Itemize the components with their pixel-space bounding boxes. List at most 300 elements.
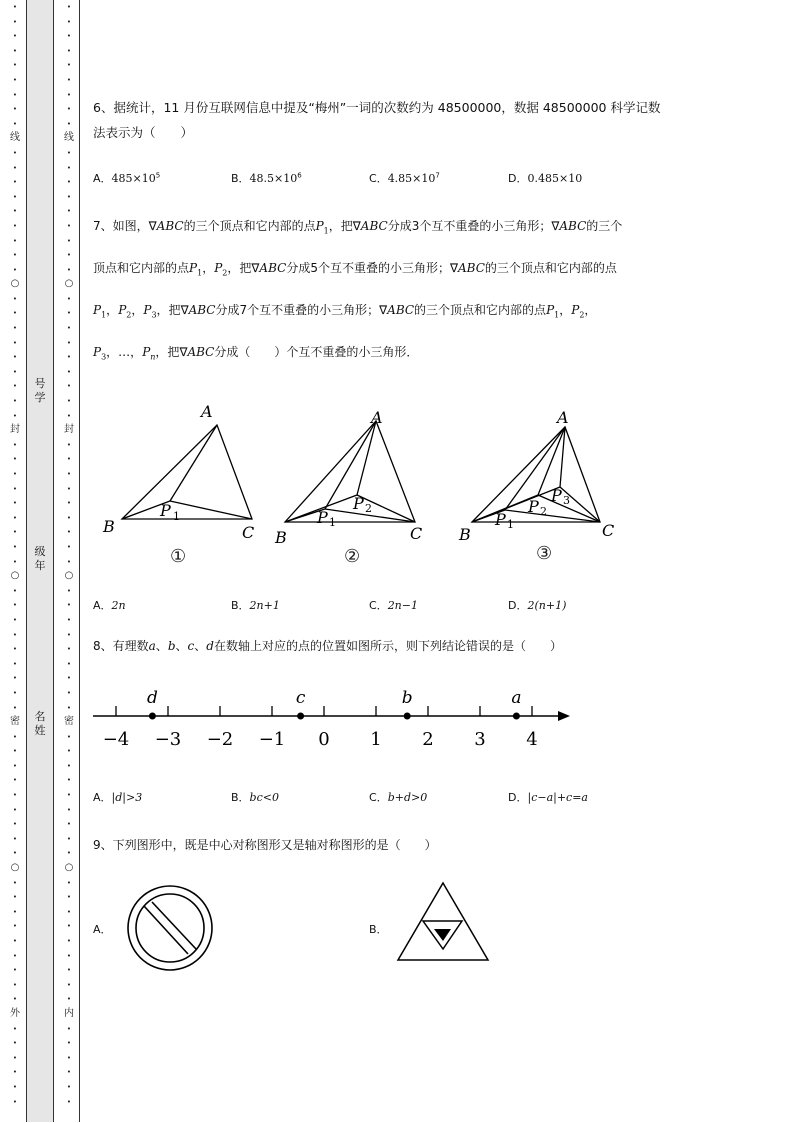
margin-mark: ○	[64, 278, 74, 290]
option-label: A．	[93, 172, 112, 185]
point-p: P	[93, 345, 102, 359]
point-p: P	[315, 219, 324, 233]
point-p: P	[189, 261, 198, 275]
margin-dot: •	[12, 922, 18, 931]
q7-line2: 顶点和它内部的点$P_1$，$P_2$，把∇ABC分成5个互不重叠的小三角形；∇ABC的三个顶点和它内部的点	[93, 261, 617, 278]
figure-caption: ②	[344, 546, 361, 567]
margin-dot: •	[66, 601, 72, 610]
margin-dot: •	[66, 937, 72, 945]
margin-dot: •	[66, 513, 72, 522]
option-label: D．	[508, 791, 528, 804]
point-subscript: 3	[563, 494, 570, 507]
margin-dot: •	[66, 893, 72, 902]
point-label: P	[495, 510, 506, 529]
margin-mark: 外	[10, 1007, 20, 1019]
margin-dot: •	[12, 820, 18, 829]
q6-option-a[interactable]	[93, 170, 160, 186]
margin-dot: •	[12, 3, 18, 11]
margin-dot: •	[12, 178, 18, 187]
margin-dot: •	[12, 645, 18, 654]
q8-option-b[interactable]	[231, 789, 279, 805]
margin-dot: •	[66, 995, 72, 1004]
margin-dot: •	[66, 542, 72, 551]
option-text: 48.5×10	[249, 172, 298, 185]
margin-dot: •	[66, 455, 72, 464]
inner-border-line	[79, 0, 80, 1122]
option-label: B．	[231, 791, 250, 804]
number-line-tick-label: 2	[422, 729, 434, 750]
triangle-symbol: ∇	[379, 303, 388, 317]
margin-mark: 封	[10, 424, 20, 436]
vertex-label: A	[201, 402, 213, 421]
margin-dot: •	[66, 411, 72, 420]
q7-text: 的三个顶点和它内部的点	[484, 261, 617, 275]
q7-text: ，把	[227, 261, 252, 275]
margin-dot: •	[66, 834, 72, 843]
margin-dot: •	[12, 221, 18, 230]
q6-line1: 6、据统计，11 月份互联网信息中提及“梅州”一词的次数约为 48500000，数据 48500000 科学记数	[93, 100, 661, 115]
triangle-name: ABC	[188, 303, 216, 317]
inner-dot-column	[64, 0, 74, 1109]
q7-text: ，把	[156, 303, 181, 317]
margin-dot: •	[12, 849, 18, 858]
q7-text: ，	[131, 303, 144, 317]
number-line-point-label: d	[146, 688, 158, 708]
margin-mark: ○	[10, 570, 20, 582]
margin-mark: 密	[10, 716, 20, 728]
margin-dot: •	[66, 46, 72, 55]
point-label: P	[353, 494, 364, 513]
margin-dot: •	[12, 32, 18, 41]
margin-dot: •	[12, 688, 18, 697]
q7-text: 的三个	[586, 219, 623, 233]
margin-dot: •	[12, 674, 18, 683]
margin-dot: •	[12, 324, 18, 333]
margin-dot: •	[66, 630, 72, 639]
vertex-label: C	[242, 523, 255, 542]
option-text: |d|>3	[111, 791, 143, 804]
margin-dot: •	[66, 192, 72, 201]
triangle-symbol: ∇	[148, 219, 157, 233]
margin-dot: •	[12, 61, 18, 70]
margin-dot: •	[12, 951, 18, 960]
student-number-label	[27, 377, 53, 405]
triangle-name: ABC	[156, 219, 184, 233]
point-p: P	[143, 303, 152, 317]
margin-dot: •	[12, 17, 18, 26]
option-exponent: 7	[435, 171, 440, 180]
triangle-figure-2	[285, 421, 415, 522]
point-p: P	[118, 303, 127, 317]
margin-dot: •	[12, 1024, 18, 1033]
margin-dot: •	[12, 630, 18, 639]
option-label: B．	[231, 172, 250, 185]
margin-dot: •	[12, 747, 18, 756]
margin-dot: •	[66, 440, 72, 449]
point-subscript: 1	[173, 510, 180, 523]
margin-dot: •	[12, 995, 18, 1004]
q6-option-c[interactable]	[369, 170, 440, 186]
option-text: b+d>0	[387, 791, 428, 804]
margin-dot: •	[12, 411, 18, 420]
margin-dot: •	[66, 586, 72, 595]
margin-dot: •	[12, 528, 18, 537]
vertex-label: B	[103, 517, 115, 536]
q9-option-b[interactable]	[369, 921, 388, 937]
option-text: |c−a|+c=a	[527, 791, 588, 804]
q9-option-a[interactable]	[93, 921, 112, 937]
name-label	[27, 710, 53, 738]
q7-text: ，…，	[106, 345, 143, 359]
margin-dot: •	[66, 922, 72, 931]
option-label: D．	[508, 599, 528, 612]
option-text: 2(n+1)	[527, 599, 567, 612]
separator: 、	[175, 639, 188, 653]
margin-dot: •	[12, 980, 18, 989]
triangle-name: ABC	[187, 345, 215, 359]
margin-dot: •	[66, 849, 72, 858]
margin-dot: •	[66, 820, 72, 829]
vertex-label: A	[557, 408, 569, 427]
margin-dot: •	[12, 455, 18, 464]
margin-dot: •	[12, 251, 18, 260]
grade-label	[27, 545, 53, 573]
margin-dot: •	[66, 907, 72, 916]
option-label: C．	[369, 172, 388, 185]
number-line-point	[404, 713, 411, 720]
margin-dot: •	[66, 163, 72, 172]
point-label: P	[551, 486, 562, 505]
margin-dot: •	[66, 3, 72, 11]
variable: a	[148, 639, 156, 653]
number-line-tick-label: −3	[154, 729, 182, 750]
margin-dot: •	[12, 557, 18, 566]
separator: 、	[194, 639, 207, 653]
q7-triangle-figures	[95, 395, 635, 575]
margin-dot: •	[66, 75, 72, 84]
margin-dot: •	[66, 1024, 72, 1033]
q7-text: ，	[559, 303, 572, 317]
q7-option-b[interactable]	[231, 597, 280, 613]
margin-dot: •	[66, 1082, 72, 1091]
margin-dot: •	[12, 499, 18, 508]
option-label: C．	[369, 791, 388, 804]
point-p: P	[93, 303, 102, 317]
q6-option-d[interactable]	[508, 170, 582, 186]
q8-text: 在数轴上对应的点的位置如图所示，则下列结论错误的是（ ）	[213, 639, 562, 653]
field-label-char: 级 年	[34, 545, 46, 572]
margin-mark: 封	[64, 424, 74, 436]
margin-dot: •	[12, 294, 18, 303]
margin-dot: •	[66, 878, 72, 887]
q8-text: 8、有理数	[93, 639, 149, 653]
option-label: A．	[93, 923, 112, 936]
point-subscript: 2	[540, 505, 547, 518]
option-label: A．	[93, 599, 112, 612]
margin-dot: •	[66, 615, 72, 624]
point-p: P	[571, 303, 580, 317]
option-label: C．	[369, 599, 388, 612]
triangle-name: ABC	[457, 261, 485, 275]
triangle-symbol: ∇	[352, 219, 361, 233]
margin-dot: •	[66, 688, 72, 697]
margin-dot: •	[12, 834, 18, 843]
margin-mark: ○	[10, 862, 20, 874]
margin-dot: •	[12, 309, 18, 318]
no-entry-sign-icon	[125, 884, 215, 972]
margin-dot: •	[12, 440, 18, 449]
triangle-name: ABC	[360, 219, 388, 233]
margin-dot: •	[66, 470, 72, 478]
option-label: A．	[93, 791, 112, 804]
vertex-label: C	[602, 521, 615, 540]
option-text: 485×10	[111, 172, 156, 185]
margin-dot: •	[12, 791, 18, 800]
triangle-name: ABC	[387, 303, 415, 317]
option-text: 4.85×10	[387, 172, 436, 185]
margin-dot: •	[66, 338, 72, 347]
outer-dot-column	[10, 0, 20, 1109]
q9-stem: 9、下列图形中，既是中心对称图形又是轴对称图形的是（ ）	[93, 838, 437, 852]
margin-dot: •	[66, 251, 72, 260]
number-line-tick-label: 3	[474, 729, 486, 750]
margin-dot: •	[12, 90, 18, 99]
q7-text: 分成7个互不重叠的小三角形；	[215, 303, 380, 317]
margin-dot: •	[66, 659, 72, 668]
margin-mark: 密	[64, 716, 74, 728]
option-text: bc<0	[249, 791, 279, 804]
triangle-symbol: ∇	[551, 219, 560, 233]
triangle-symbol: ∇	[179, 345, 188, 359]
q7-text: 7、如图，	[93, 219, 149, 233]
margin-dot: •	[66, 528, 72, 537]
q7-text: ，	[106, 303, 119, 317]
margin-dot: •	[12, 192, 18, 201]
q7-text: ，把	[155, 345, 180, 359]
option-text: 0.485×10	[527, 172, 583, 185]
margin-mark: 线	[10, 132, 20, 144]
margin-mark: ○	[64, 862, 74, 874]
vertex-label: A	[371, 408, 383, 427]
number-line	[88, 683, 578, 753]
margin-dot: •	[12, 732, 18, 741]
vertex-label: B	[275, 528, 287, 547]
figure-caption: ③	[536, 543, 553, 564]
margin-dot: •	[66, 1068, 72, 1077]
variable: b	[167, 639, 176, 653]
margin-dot: •	[12, 513, 18, 522]
triangle-name: ABC	[559, 219, 587, 233]
margin-dot: •	[66, 382, 72, 391]
margin-dot: •	[66, 236, 72, 245]
q7-text: ，	[584, 303, 597, 317]
field-label-char: 号 学	[34, 377, 46, 404]
margin-dot: •	[12, 367, 18, 376]
margin-dot: •	[12, 338, 18, 347]
q7-text: 分成（ ）个互不重叠的小三角形．	[214, 345, 419, 359]
margin-dot: •	[66, 1053, 72, 1062]
vertex-label: C	[410, 524, 423, 543]
number-line-tick-label: −4	[102, 729, 130, 750]
margin-dot: •	[12, 484, 18, 493]
point-label: P	[528, 497, 539, 516]
q7-option-a[interactable]	[93, 597, 126, 613]
number-line-point-label: b	[401, 688, 413, 708]
margin-dot: •	[66, 119, 72, 128]
number-line-tick-label: 0	[318, 729, 330, 750]
point-label: P	[317, 508, 328, 527]
point-label: P	[160, 501, 171, 520]
q8-option-c[interactable]	[369, 789, 427, 805]
margin-dot: •	[66, 1039, 72, 1048]
margin-dot: •	[12, 119, 18, 128]
margin-dot: •	[66, 645, 72, 654]
margin-dot: •	[12, 907, 18, 916]
margin-dot: •	[12, 207, 18, 216]
margin-dot: •	[66, 61, 72, 70]
number-line-point-label: a	[511, 688, 522, 708]
q6-line2: 法表示为（ ）	[93, 125, 194, 140]
margin-dot: •	[12, 659, 18, 668]
margin-dot: •	[66, 674, 72, 683]
nested-triangle-icon	[396, 881, 492, 963]
margin-dot: •	[12, 805, 18, 814]
option-text: 2n+1	[249, 599, 280, 612]
margin-dot: •	[66, 557, 72, 566]
margin-dot: •	[12, 586, 18, 595]
margin-dot: •	[66, 499, 72, 508]
margin-dot: •	[66, 294, 72, 303]
margin-dot: •	[66, 1097, 72, 1106]
number-line-tick-label: −2	[206, 729, 234, 750]
margin-dot: •	[66, 105, 72, 114]
number-line-tick-label: −1	[258, 729, 286, 750]
margin-dot: •	[66, 148, 72, 157]
margin-dot: •	[66, 732, 72, 741]
margin-dot: •	[12, 542, 18, 551]
point-p: P	[142, 345, 151, 359]
triangle-symbol: ∇	[449, 261, 458, 275]
option-text: 2n−1	[387, 599, 418, 612]
margin-dot: •	[12, 776, 18, 785]
number-line-point	[297, 713, 304, 720]
q8-option-a[interactable]	[93, 789, 142, 805]
margin-dot: •	[12, 397, 18, 406]
number-line-point-label: c	[295, 688, 306, 708]
margin-dot: •	[12, 937, 18, 945]
margin-dot: •	[12, 470, 18, 478]
q7-option-d[interactable]	[508, 597, 566, 613]
triangle-figure-1	[122, 425, 252, 519]
q7-line4: $P_3$，…，$P_n$，把∇ABC分成（ ）个互不重叠的小三角形．	[93, 345, 419, 362]
margin-dot: •	[12, 353, 18, 362]
number-line-tick-label: 1	[370, 729, 382, 750]
margin-dot: •	[66, 703, 72, 712]
option-text: 2n	[111, 599, 126, 612]
field-label-char: 名 姓	[34, 710, 46, 737]
option-label: D．	[508, 172, 528, 185]
q7-text: 的三个顶点和它内部的点	[414, 303, 547, 317]
margin-dot: •	[66, 747, 72, 756]
option-exponent: 5	[155, 171, 161, 180]
figure-caption: ①	[170, 546, 187, 567]
margin-dot: •	[66, 207, 72, 216]
point-subscript: 2	[365, 502, 372, 515]
margin-dot: •	[12, 1039, 18, 1048]
q7-text: 的三个顶点和它内部的点	[183, 219, 316, 233]
q7-line3: $P_1$，$P_2$，$P_3$，把∇ABC分成7个互不重叠的小三角形；∇ABC的三个顶点和它内部的点$P_1$，$P_2$，	[93, 303, 597, 320]
margin-mark: 内	[64, 1007, 74, 1019]
margin-dot: •	[12, 893, 18, 902]
margin-dot: •	[66, 776, 72, 785]
margin-dot: •	[66, 951, 72, 960]
q8-option-d[interactable]	[508, 789, 588, 805]
margin-dot: •	[66, 17, 72, 26]
margin-dot: •	[12, 163, 18, 172]
point-p: P	[214, 261, 223, 275]
point-p: P	[546, 303, 555, 317]
margin-dot: •	[12, 761, 18, 770]
margin-mark: ○	[64, 570, 74, 582]
margin-dot: •	[66, 980, 72, 989]
margin-dot: •	[12, 75, 18, 84]
margin-dot: •	[12, 878, 18, 887]
q8-stem	[93, 636, 562, 656]
margin-dot: •	[12, 966, 18, 975]
margin-dot: •	[66, 324, 72, 333]
q7-option-c[interactable]	[369, 597, 418, 613]
point-subscript: 1	[329, 516, 336, 529]
q7-line1: 7、如图，∇ABC的三个顶点和它内部的点$P_1$，把∇ABC分成3个互不重叠的小三角形；∇ABC的三个	[93, 219, 623, 236]
margin-dot: •	[66, 966, 72, 975]
number-line-point	[149, 713, 156, 720]
binding-margin-strip	[26, 0, 54, 1122]
margin-dot: •	[66, 805, 72, 814]
margin-mark: 线	[64, 132, 74, 144]
q6-option-b[interactable]	[231, 170, 302, 186]
margin-dot: •	[12, 382, 18, 391]
margin-mark: ○	[10, 278, 20, 290]
margin-dot: •	[12, 148, 18, 157]
margin-dot: •	[12, 703, 18, 712]
q7-text: ，把	[328, 219, 353, 233]
triangle-name: ABC	[259, 261, 287, 275]
vertex-label: B	[459, 525, 471, 544]
variable: d	[206, 639, 214, 653]
q7-text: ，	[202, 261, 215, 275]
q7-text: 顶点和它内部的点	[93, 261, 190, 275]
number-line-tick-label: 4	[526, 729, 538, 750]
margin-dot: •	[66, 265, 72, 274]
margin-dot: •	[12, 601, 18, 610]
margin-dot: •	[12, 615, 18, 624]
triangle-symbol: ∇	[251, 261, 260, 275]
margin-dot: •	[66, 178, 72, 187]
margin-dot: •	[12, 236, 18, 245]
separator: 、	[155, 639, 168, 653]
margin-dot: •	[66, 367, 72, 376]
option-label: B．	[369, 923, 388, 936]
margin-dot: •	[12, 105, 18, 114]
q7-text: 分成3个互不重叠的小三角形；	[387, 219, 552, 233]
variable: c	[187, 639, 195, 653]
margin-dot: •	[12, 1068, 18, 1077]
number-line-point	[513, 713, 520, 720]
option-label: B．	[231, 599, 250, 612]
option-exponent: 6	[297, 171, 302, 180]
margin-dot: •	[12, 1082, 18, 1091]
margin-dot: •	[66, 221, 72, 230]
